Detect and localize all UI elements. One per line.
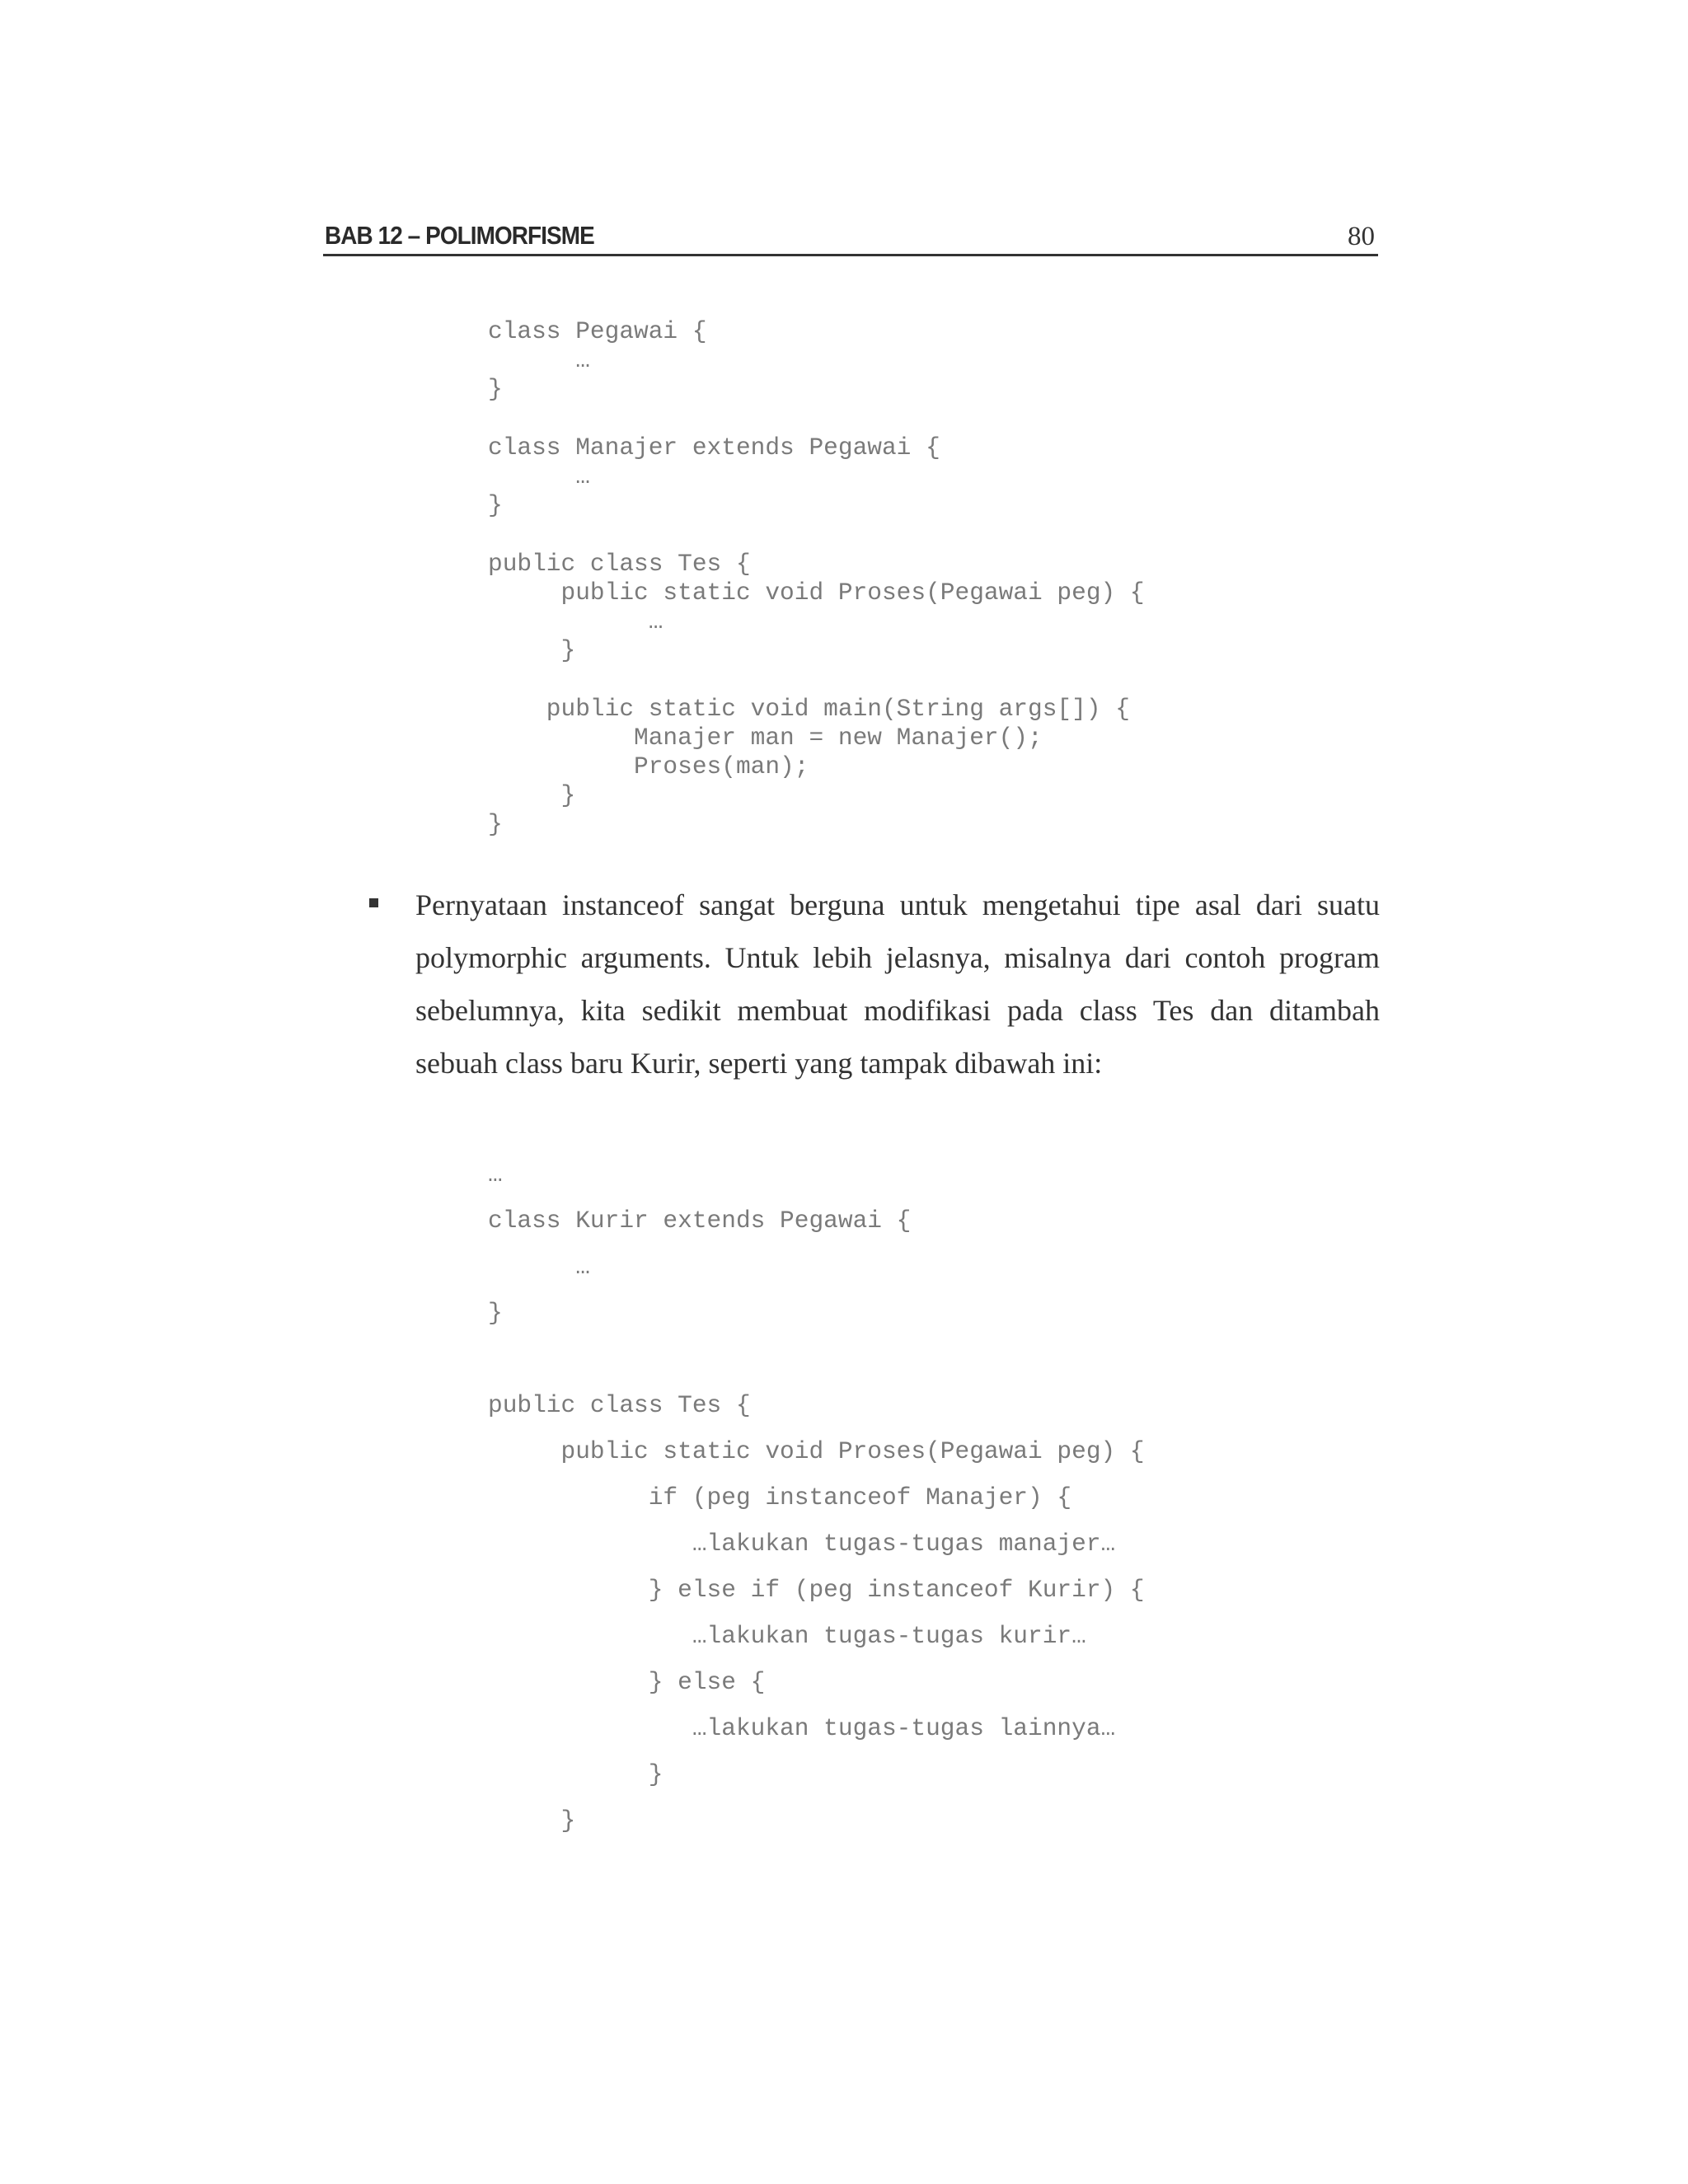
- paragraph-text: Pernyataan instanceof sangat berguna untuk mengetahui tipe asal dari suatu polymorphic arguments. Untuk lebih jelasnya, misalnya dari contoh program sebelumnya, kita sedikit membuat modifikasi pada class Tes dan ditambah sebuah class baru Kurir, seperti yang tampak dibawah ini:: [415, 888, 1380, 1080]
- page-number: 80: [1348, 222, 1375, 251]
- code-block-kurir-instanceof: … class Kurir extends Pegawai { … } public class Tes { public static void Proses(Pegawai peg) { if (peg instanceof Manajer) { …lakukan tugas-tugas manajer… } else if (peg instanceof Kurir) { …lakukan tugas-tugas kurir… } else { …lakukan tugas-tugas lainnya… } }: [488, 1160, 1145, 1835]
- page-header: [323, 216, 1378, 256]
- code-block-pegawai-manajer: class Pegawai { … } class Manajer extends Pegawai { … } public class Tes { public static void Proses(Pegawai peg) { … } public static void main(String args[]) { Manajer man = new Manajer(); Proses(man); } }: [488, 317, 1145, 839]
- square-bullet-icon: [369, 898, 378, 907]
- chapter-title: BAB 12 – POLIMORFISME: [325, 221, 594, 250]
